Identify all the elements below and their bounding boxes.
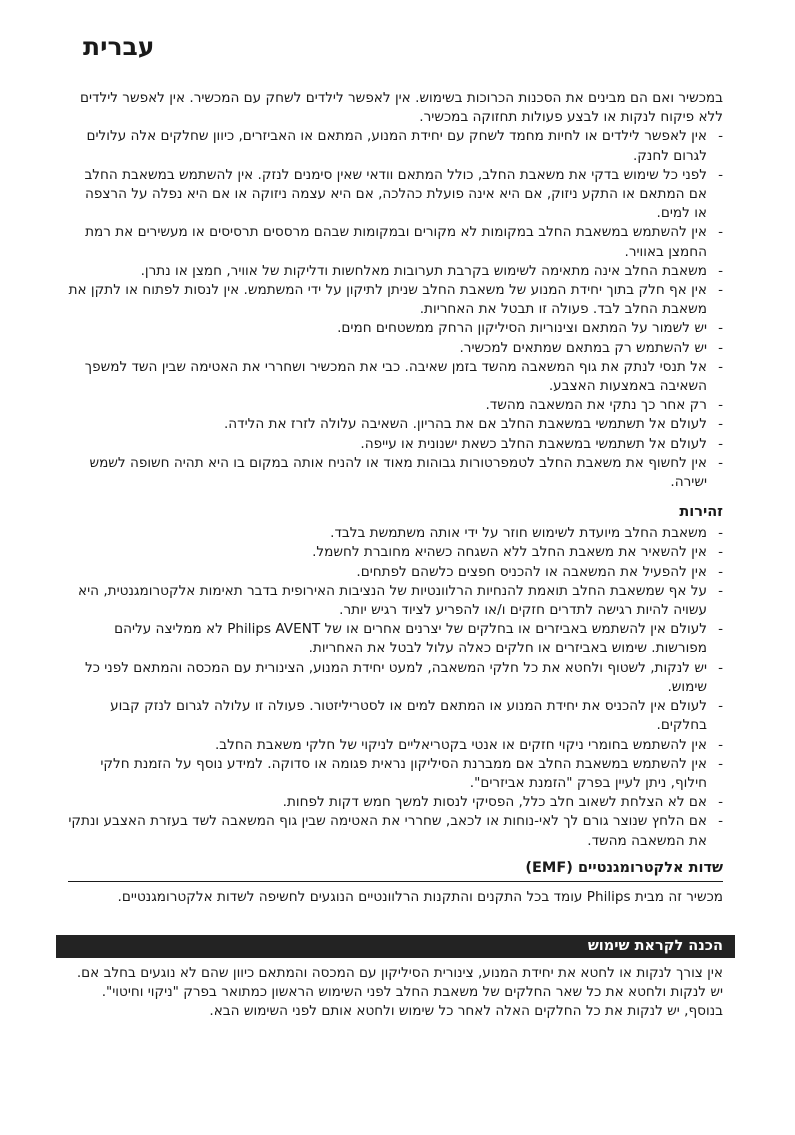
bullet-text: אין להשאיר את משאבת החלב ללא השגחה כשהיא מחוברת לחשמל. (312, 544, 707, 561)
bullet-dash: - (718, 320, 723, 337)
bullet-text: לפני כל שימוש בדקי את משאבת החלב, כולל המתאם וודאי שאין סימנים לנזק. אין להשתמש במשאבת החלב אם המתאם או התקע ניזוק, אם היא אינה פועלת כהלכה, אם היא עצמה ניזוקה או אם היא נפלה על הרצפה או למים. (84, 166, 707, 222)
bullet-text: משאבת החלב אינה מתאימה לשימוש בקרבת תערובות מאלחשות ודליקות של אוויר, חמצן או נתרן. (140, 262, 707, 279)
bullet-text: אין להשתמש בחומרי ניקוי חזקים או אנטי בקטריאליים לניקוי של חלקי משאבת החלב. (214, 736, 707, 753)
bullet-dash: - (718, 166, 723, 183)
bullet-text: יש לשמור על המתאם וצינוריות הסיליקון הרחק ממשטחים חמים. (337, 320, 707, 337)
bullet-dash: - (718, 794, 723, 811)
bullet-dash: - (718, 698, 723, 715)
bullet-dash: - (718, 621, 723, 638)
bullet-dash: - (718, 416, 723, 433)
intro-paragraph: במכשיר ואם הם מבינים את הסכנות הכרוכות בשימוש. אין לאפשר לילדים לשחק עם המכשיר. אין לאפשר לילדים ללא פיקוח לנקות או לבצע פעולות תחזוקה במכשיר. (80, 90, 723, 126)
warning-item (68, 454, 723, 492)
bullet-dash: - (718, 659, 723, 676)
bullet-dash: - (718, 582, 723, 599)
bullet-dash: - (718, 755, 723, 772)
caution-item (68, 582, 723, 620)
bullet-dash: - (718, 435, 723, 452)
emf-heading-rule (68, 857, 723, 882)
bullet-text: על אף שמשאבת החלב תואמת להנחיות הרלוונטיות של הנציבות האירופית בדבר תאימות אלקטרומגנטית, היא עשויה להיות רגישה לתדרים חזקים ו/או להפריע לציוד רגיש יותר. (78, 582, 707, 619)
bullet-text: לעולם אין להכניס את יחידת המנוע או המתאם למים או לסטריליזטור. פעולה זו עלולה לגרום לנזק קבוע בחלקים. (110, 698, 707, 734)
bullet-dash: - (718, 525, 723, 542)
bullet-text: אין לחשוף את משאבת החלב לטמפרטורות גבוהות מאוד או להניח אותה במקום בו היא תהיה חשופה לשמש ישירה. (89, 454, 707, 491)
bullet-dash: - (718, 736, 723, 753)
warning-item (68, 127, 723, 165)
cautions-list (68, 524, 723, 850)
bullet-text: יש להשתמש רק במתאם שמתאים למכשיר. (459, 339, 707, 356)
language-title: עברית (83, 32, 155, 61)
caution-heading: זהירות (679, 504, 723, 521)
bullet-text: משאבת החלב מיועדת לשימוש חוזר על ידי אותה משתמשת בלבד. (330, 525, 707, 542)
bullet-text: אם הלחץ שנוצר גורם לך לאי-נוחות או לכאב, שחררי את האטימה שבין גוף המשאבה לשד בעזרת האצבע ונתקי את המשאבה מהשד. (68, 813, 707, 849)
caution-item (68, 563, 723, 582)
caution-item (68, 659, 723, 697)
document-body (68, 89, 723, 1022)
warning-item (68, 435, 723, 454)
warning-item (68, 339, 723, 358)
bullet-text: אין לאפשר לילדים או לחיות מחמד לשחק עם יחידת המנוע, המתאם או האביזרים, כיוון שחלקים אלה עלולים לגרום לחנק. (86, 128, 707, 164)
prep-heading: הכנה לקראת שימוש (587, 937, 723, 954)
caution-item (68, 812, 723, 850)
warnings-list (68, 127, 723, 492)
warning-item (68, 281, 723, 319)
caution-item (68, 755, 723, 793)
bullet-text: לעולם אל תשתמשי במשאבת החלב אם את בהריון. השאיבה עלולה לזרז את הלידה. (223, 416, 707, 433)
bullet-text: אין אף חלק בתוך יחידת המנוע של משאבת החלב שניתן לתיקון על ידי המשתמש. אין לנסות לפתוח או לתקן את משאבת החלב לבד. פעולה זו תבטל את האחריות. (68, 282, 707, 318)
bullet-text: רק אחר כך נתקי את המשאבה מהשד. (485, 397, 707, 414)
bullet-dash: - (718, 454, 723, 471)
warning-item (68, 358, 723, 396)
bullet-dash: - (718, 397, 723, 414)
bullet-dash: - (718, 813, 723, 830)
bullet-text: אין להפעיל את המשאבה או להכניס חפצים כלשהם לפתחים. (356, 563, 707, 580)
bullet-dash: - (718, 563, 723, 580)
bullet-text: לעולם אין להשתמש באביזרים או בחלקים של יצרנים אחרים או של Philips AVENT לא ממליצה עליהם מפורשות. שימוש באביזרים או חלקים כאלה עלול לבטל את האחריות. (114, 621, 707, 657)
bullet-text: אל תנסי לנתק את גוף המשאבה מהשד בזמן שאיבה. כבי את המכשיר ושחררי את האטימה שבין השד למשפך השאיבה באמצעות האצבע. (84, 358, 707, 395)
bullet-dash: - (718, 128, 723, 145)
caution-item (68, 697, 723, 735)
warning-item (68, 223, 723, 261)
warning-item (68, 319, 723, 338)
warning-item (68, 262, 723, 281)
bullet-text: אם לא הצלחת לשאוב חלב כלל, הפסיקי לנסות למשך חמש דקות לפחות. (282, 794, 707, 811)
caution-item (68, 620, 723, 658)
emf-paragraph: מכשיר זה מבית Philips עומד בכל התקנים והתקנות הרלוונטיים הנוגעים לחשיפה לשדות אלקטרומגנטיים. (117, 888, 723, 905)
warning-item (68, 396, 723, 415)
bullet-text: אין להשתמש במשאבת החלב במקומות לא מקורים ובמקומות שבהם מרססים תרסיסים או מעשירים את רמת החמצן באוויר. (85, 224, 707, 260)
bullet-dash: - (718, 282, 723, 299)
bullet-dash: - (718, 358, 723, 375)
caution-item (68, 543, 723, 562)
bullet-text: יש לנקות, לשטוף ולחטא את כל חלקי המשאבה, למעט יחידת המנוע, הצינורית עם המכסה והמתאם לפני כל שימוש. (85, 659, 707, 695)
emf-heading: שדות אלקטרומגנטיים (EMF) (525, 859, 723, 876)
bullet-dash: - (718, 224, 723, 241)
caution-item (68, 793, 723, 812)
warning-item (68, 415, 723, 434)
bullet-dash: - (718, 544, 723, 561)
bullet-text: אין להשתמש במשאבת החלב אם ממברנת הסיליקון נראית פגומה או סדוקה. למידע נוסף על הזמנת חלקי חילוף, ניתן לעיין בפרק "הזמנת אביזרים". (100, 755, 707, 791)
warning-item (68, 166, 723, 224)
bullet-dash: - (718, 339, 723, 356)
caution-item (68, 736, 723, 755)
prep-paragraph: יש לנקות ולחטא את כל שאר החלקים של משאבת החלב לפני השימוש הראשון כמתואר בפרק "ניקוי וחיטוי". בנוסף, יש לנקות את כל החלקים האלה לאחר כל שימוש ולחטא אותם לפני השימוש הבא. (101, 984, 723, 1020)
bullet-dash: - (718, 262, 723, 279)
prep-section-bar (56, 935, 735, 958)
bullet-text: לעולם אל תשתמשי במשאבת החלב כשאת ישנונית או עייפה. (360, 435, 707, 452)
prep-paragraph: אין צורך לנקות או לחטא את יחידת המנוע, צינורית הסיליקון עם המכסה והמתאם כיוון שהם לא נוגעים בחלב אם. (76, 964, 723, 981)
caution-item (68, 524, 723, 543)
